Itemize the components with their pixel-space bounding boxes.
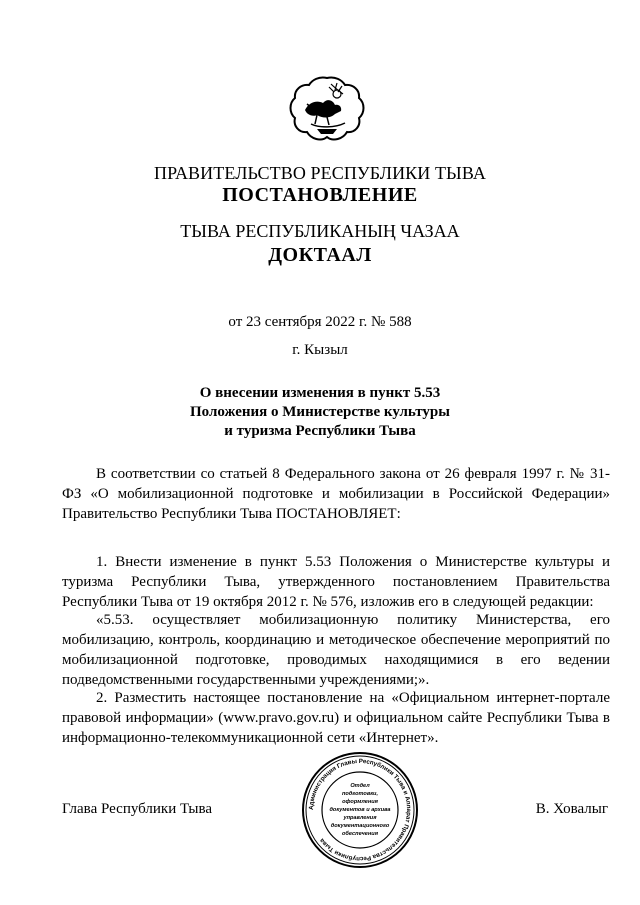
coat-of-arms-emblem xyxy=(287,74,367,144)
decree-heading-tuvan: ДОКТААЛ xyxy=(268,244,372,266)
decree-city: г. Кызыл xyxy=(292,342,348,358)
title-line-2: Положения о Министерстве культуры xyxy=(190,404,450,420)
decree-title xyxy=(0,384,640,441)
stamp-line: оформления xyxy=(342,799,378,805)
signatory-position: Глава Республики Тыва xyxy=(62,801,213,817)
stamp-line: обеспечения xyxy=(341,831,379,837)
stamp-line: Отдел xyxy=(350,783,370,789)
preamble-paragraph: В соответствии со статьей 8 Федерального закона от 26 февраля 1997 г. № 31-ФЗ «О мобилизационной подготовке и мобилизации в Российской Федерации» Правительство Республики Тыва ПОСТАНОВЛЯЕТ: xyxy=(62,466,610,522)
stamp-line: документационного xyxy=(330,823,390,829)
signatory-name: В. Ховалыг xyxy=(535,801,608,817)
clause-5-53-text: «5.53. осуществляет мобилизационную политику Министерства, его мобилизацию, контроль, координацию и методическое обеспечение мероприятий по мобилизационной подготовке, проводимых находящимися в его ведении подведомственными государственными учреждениями;». xyxy=(62,612,610,688)
decree-heading: ПОСТАНОВЛЕНИЕ xyxy=(222,184,418,206)
clause-2-paragraph: 2. Разместить настоящее постановление на «Официальном интернет-портале правовой информации» (www.pravo.gov.ru) и официальном сайте Республики Тыва в информационно-телекоммуникационной сети «Интернет». xyxy=(62,690,610,746)
stamp-line: управления xyxy=(343,815,377,821)
stamp-line: подготовки, xyxy=(341,791,379,797)
government-heading: ПРАВИТЕЛЬСТВО РЕСПУБЛИКИ ТЫВА xyxy=(154,163,486,183)
title-line-1: О внесении изменения в пункт 5.53 xyxy=(199,385,441,401)
government-heading-tuvan: ТЫВА РЕСПУБЛИКАНЫҢ ЧАЗАА xyxy=(180,221,460,241)
stamp-line: документов и архива xyxy=(329,807,391,813)
title-line-3: и туризма Республики Тыва xyxy=(224,423,416,439)
clause-1-paragraph: 1. Внести изменение в пункт 5.53 Положения о Министерстве культуры и туризма Республики Тыва, утвержденного постановлением Правительства Республики Тыва от 19 октября 2012 г. № 576, изложив его в следующей редакции: xyxy=(62,554,610,610)
official-stamp xyxy=(300,750,420,870)
decree-date-number: от 23 сентября 2022 г. № 588 xyxy=(228,314,412,330)
stamp-ring-text: Администрация Главы Республики Тыва и Аппарат Правительства Республики Тыва xyxy=(307,757,413,863)
